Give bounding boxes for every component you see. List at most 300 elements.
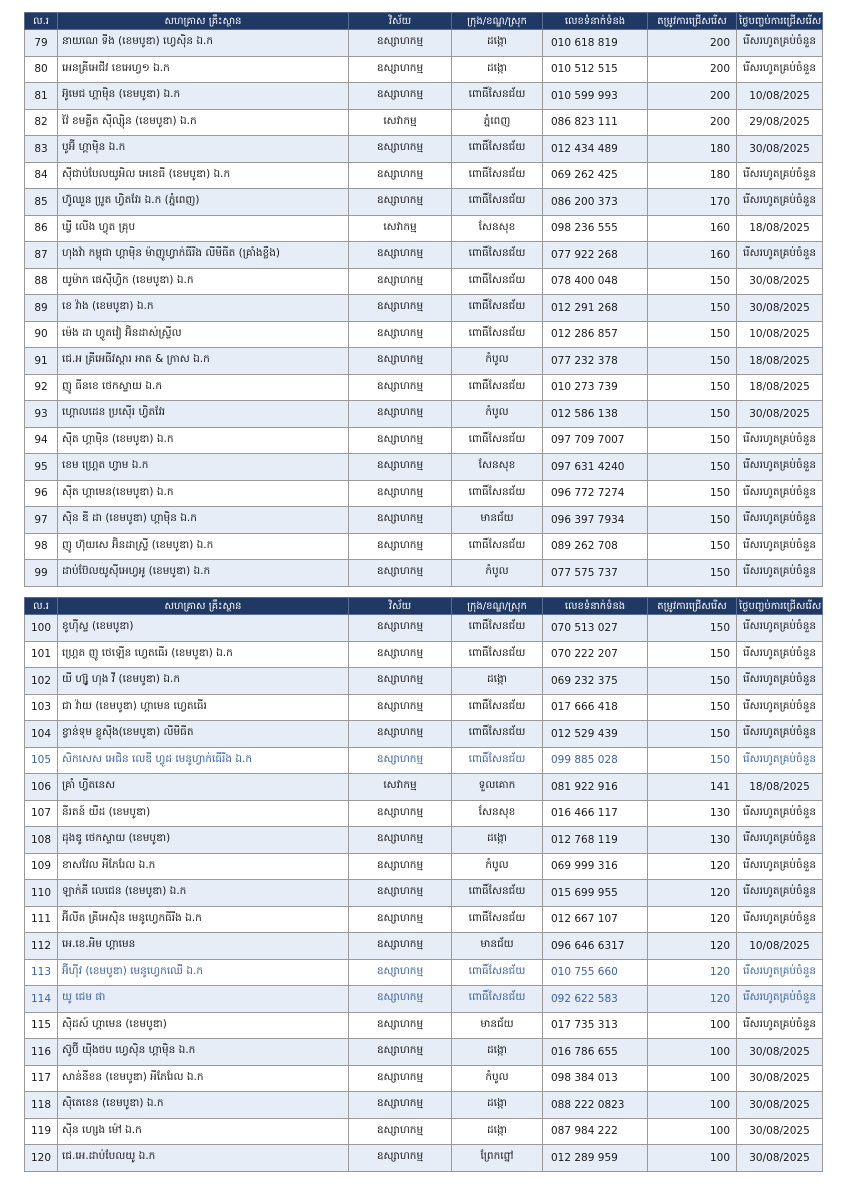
cell-deadline: រើសរហូតគ្រប់ចំនួន [737,853,823,880]
cell-sector: ឧស្សាហកម្ម [349,136,452,163]
cell-sector: ឧស្សាហកម្ម [349,268,452,295]
header-phone: លេខទំនាក់ទំនង [543,598,648,615]
job-table-2 [24,597,823,1172]
cell-sector: ឧស្សាហកម្ម [349,1065,452,1092]
cell-positions: 150 [648,401,737,428]
table-row [25,507,823,534]
cell-positions: 150 [648,454,737,481]
cell-name: ម៉េង ដា ហ្វូតវៀ អ៊ិនដាស់ស្ទ្រីល [58,321,349,348]
cell-city: សែនសុខ [452,215,543,242]
table-row [25,533,823,560]
cell-phone: 012 586 138 [543,401,648,428]
cell-name: ហ៊ូឈួន ប្រូត ហ្វិតវែរ ឯ.ក (ភ្នំពេញ) [58,189,349,216]
cell-phone: 081 922 916 [543,774,648,801]
table-row [25,427,823,454]
cell-positions: 150 [648,560,737,587]
cell-city: មានជ័យ [452,1012,543,1039]
table-row [25,1145,823,1172]
cell-name: អេនគ្រីអេជីវ ខេអេហ្វ១ ឯ.ក [58,56,349,83]
cell-no: 113 [25,959,58,986]
cell-sector: ឧស្សាហកម្ម [349,189,452,216]
cell-positions: 200 [648,109,737,136]
table-body [25,615,823,1172]
cell-city: ពោធិ៍សែនជ័យ [452,641,543,668]
table-row [25,268,823,295]
cell-sector: ឧស្សាហកម្ម [349,242,452,269]
cell-name: យូម៉ាក ផេស៊ីហ្វិក (ខេមបូឌា) ឯ.ក [58,268,349,295]
cell-positions: 120 [648,906,737,933]
header-no: ល.រ [25,13,58,30]
cell-name: នាយណេ ទីង (ខេមបូឌា) ហ្វេស៊ិន ឯ.ក [58,30,349,57]
cell-sector: ឧស្សាហកម្ម [349,560,452,587]
cell-city: ពោធិ៍សែនជ័យ [452,959,543,986]
cell-name: អ៊ីហ៊ីវ (ខេមបូឌា) មេនូហ្វេកឈើ ឯ.ក [58,959,349,986]
cell-sector: ឧស្សាហកម្ម [349,880,452,907]
cell-phone: 015 699 955 [543,880,648,907]
cell-sector: ឧស្សាហកម្ម [349,162,452,189]
cell-positions: 150 [648,694,737,721]
cell-city: ពោធិ៍សែនជ័យ [452,136,543,163]
cell-phone: 017 666 418 [543,694,648,721]
cell-deadline: រើសរហូតគ្រប់ចំនួន [737,533,823,560]
cell-city: ពោធិ៍សែនជ័យ [452,295,543,322]
cell-no: 118 [25,1092,58,1119]
table-row [25,774,823,801]
cell-sector: ឧស្សាហកម្ម [349,374,452,401]
table-row [25,560,823,587]
cell-deadline: រើសរហូតគ្រប់ចំនួន [737,959,823,986]
cell-phone: 012 667 107 [543,906,648,933]
cell-name: ឃ្វី លេីង ហ្វុត គ្រុប [58,215,349,242]
cell-deadline: រើសរហូតគ្រប់ចំនួន [737,668,823,695]
header-positions: តម្រូវការជ្រើសរើស [648,13,737,30]
cell-no: 112 [25,933,58,960]
cell-phone: 016 466 117 [543,800,648,827]
cell-deadline: 30/08/2025 [737,1118,823,1145]
cell-sector: ឧស្សាហកម្ម [349,480,452,507]
cell-no: 82 [25,109,58,136]
cell-city: ពោធិ៍សែនជ័យ [452,747,543,774]
cell-phone: 088 222 0823 [543,1092,648,1119]
table-row [25,242,823,269]
cell-deadline: រើសរហូតគ្រប់ចំនួន [737,162,823,189]
cell-positions: 200 [648,30,737,57]
cell-phone: 097 709 7007 [543,427,648,454]
cell-no: 120 [25,1145,58,1172]
cell-no: 89 [25,295,58,322]
cell-city: ពោធិ៍សែនជ័យ [452,162,543,189]
cell-phone: 092 622 583 [543,986,648,1013]
cell-no: 104 [25,721,58,748]
cell-phone: 077 575 737 [543,560,648,587]
cell-positions: 150 [648,533,737,560]
cell-positions: 100 [648,1118,737,1145]
cell-sector: ឧស្សាហកម្ម [349,721,452,748]
cell-positions: 150 [648,641,737,668]
cell-name: ញូ ធីនខេ ថេកស្ទាយ ឯ.ក [58,374,349,401]
cell-positions: 150 [648,668,737,695]
cell-deadline: រើសរហូតគ្រប់ចំនួន [737,30,823,57]
cell-city: ពោធិ៍សែនជ័យ [452,986,543,1013]
table-row [25,480,823,507]
cell-deadline: រើសរហូតគ្រប់ចំនួន [737,615,823,642]
cell-city: ពោធិ៍សែនជ័យ [452,480,543,507]
cell-phone: 096 397 7934 [543,507,648,534]
cell-deadline: រើសរហូតគ្រប់ចំនួន [737,454,823,481]
cell-deadline: រើសរហូតគ្រប់ចំនួន [737,56,823,83]
cell-name: ជា វ៉ាយ (ខេមបូឌា) ហ្គាមេន ហ្វេតធើរ [58,694,349,721]
cell-sector: ឧស្សាហកម្ម [349,401,452,428]
cell-positions: 150 [648,374,737,401]
cell-name: យូ ជេម ផា [58,986,349,1013]
cell-name: ស៊ិដស៍ ហ្គាមេន (ខេមបូឌា) [58,1012,349,1039]
cell-no: 86 [25,215,58,242]
cell-no: 92 [25,374,58,401]
cell-city: ពោធិ៍សែនជ័យ [452,721,543,748]
cell-no: 81 [25,83,58,110]
cell-sector: ឧស្សាហកម្ម [349,747,452,774]
cell-city: កំបូល [452,853,543,880]
cell-name: ស៊ីន ហ្សេង ម៉ៅ ឯ.ក [58,1118,349,1145]
table-header-row [25,598,823,615]
cell-phone: 016 786 655 [543,1039,648,1066]
cell-deadline: រើសរហូតគ្រប់ចំនួន [737,721,823,748]
cell-phone: 097 631 4240 [543,454,648,481]
cell-phone: 010 618 819 [543,30,648,57]
cell-phone: 087 984 222 [543,1118,648,1145]
cell-sector: ឧស្សាហកម្ម [349,827,452,854]
table-row [25,641,823,668]
cell-name: សាន់នីខន (ខេមបូឌា) អីភែរែល ឯ.ក [58,1065,349,1092]
cell-city: កំបូល [452,401,543,428]
cell-sector: ឧស្សាហកម្ម [349,1118,452,1145]
cell-deadline: 18/08/2025 [737,215,823,242]
cell-no: 109 [25,853,58,880]
cell-name: ជេ.អេ.ដាប់បែលយូ ឯ.ក [58,1145,349,1172]
table-row [25,1012,823,1039]
cell-no: 103 [25,694,58,721]
cell-no: 108 [25,827,58,854]
cell-city: ពោធិ៍សែនជ័យ [452,268,543,295]
cell-phone: 069 262 425 [543,162,648,189]
header-phone: លេខទំនាក់ទំនង [543,13,648,30]
cell-no: 107 [25,800,58,827]
cell-name: ខូហ៊ីស្ទ (ខេមបូឌា) [58,615,349,642]
cell-city: ដង្កោ [452,1092,543,1119]
cell-name: ស៊ីជាប់បែលយូអិល អេខេធី (ខេមបូឌា) ឯ.ក [58,162,349,189]
cell-deadline: 30/08/2025 [737,401,823,428]
table-row [25,401,823,428]
cell-positions: 150 [648,480,737,507]
cell-name: ខេ វ៉ាង (ខេមបូឌា) ឯ.ក [58,295,349,322]
cell-name: ខ្វាន់ទុម ខ្លូស៊ីង(ខេមបូឌា) លីមីធីត [58,721,349,748]
cell-phone: 012 768 119 [543,827,648,854]
cell-no: 99 [25,560,58,587]
header-name: សហគ្រាស គ្រឹះស្ថាន [58,13,349,30]
cell-sector: ឧស្សាហកម្ម [349,507,452,534]
cell-deadline: រើសរហូតគ្រប់ចំនួន [737,560,823,587]
cell-deadline: រើសរហូតគ្រប់ចំនួន [737,242,823,269]
cell-sector: ឧស្សាហកម្ម [349,986,452,1013]
cell-name: យី ហ្ស៊ូ ហុង វី (ខេមបូឌា) ឯ.ក [58,668,349,695]
cell-no: 114 [25,986,58,1013]
cell-positions: 180 [648,136,737,163]
cell-name: ស៊ូប៊ី យ៉ីងថប ហ្វេស៊ិន ហ្គាម៉ិន ឯ.ក [58,1039,349,1066]
cell-deadline: រើសរហូតគ្រប់ចំនួន [737,800,823,827]
cell-name: អ៊ីលីត គ្រីអេស៊ិន មេនូហ្វេកធីរីង ឯ.ក [58,906,349,933]
cell-sector: ឧស្សាហកម្ម [349,906,452,933]
table-row [25,827,823,854]
cell-no: 100 [25,615,58,642]
cell-name: ជេ.អ គ្រីអេធីវស្តារ អាត & ក្រាស ឯ.ក [58,348,349,375]
cell-sector: ឧស្សាហកម្ម [349,1039,452,1066]
cell-positions: 100 [648,1065,737,1092]
cell-deadline: រើសរហូតគ្រប់ចំនួន [737,189,823,216]
cell-no: 79 [25,30,58,57]
cell-positions: 150 [648,747,737,774]
cell-sector: សេវាកម្ម [349,774,452,801]
cell-sector: ឧស្សាហកម្ម [349,853,452,880]
cell-no: 97 [25,507,58,534]
cell-name: នីរតន៍ យឺដ (ខេមបូឌា) [58,800,349,827]
header-city: ក្រុង/ខណ្ឌ/ស្រុក [452,598,543,615]
cell-city: ទួលគោក [452,774,543,801]
cell-city: ពោធិ៍សែនជ័យ [452,880,543,907]
cell-name: វ៉ៃ ខមគ្លីត ស៊ីល្ស៊ិន (ខេមបូឌា) ឯ.ក [58,109,349,136]
cell-name: ហុងវ៉ា កម្ពុជា ហ្គាម៉ិន ម៉ាញូហ្វាក់ធីរីង លីមីធីត (គ្រាំងខ្លឹង) [58,242,349,269]
cell-no: 98 [25,533,58,560]
cell-positions: 120 [648,853,737,880]
cell-name: ស៊ីត ហ្គាម៉ិន (ខេមបូឌា) ឯ.ក [58,427,349,454]
cell-no: 94 [25,427,58,454]
cell-sector: ឧស្សាហកម្ម [349,83,452,110]
cell-no: 115 [25,1012,58,1039]
cell-sector: ឧស្សាហកម្ម [349,30,452,57]
cell-phone: 078 400 048 [543,268,648,295]
cell-sector: ឧស្សាហកម្ម [349,694,452,721]
cell-phone: 012 291 268 [543,295,648,322]
table-row [25,694,823,721]
cell-city: ដង្កោ [452,1118,543,1145]
cell-positions: 150 [648,507,737,534]
cell-name: សិកសេស អេជិន លេឌី ហ្វូដ មេនូហ្វាក់ធើរីង ឯ.ក [58,747,349,774]
cell-deadline: 18/08/2025 [737,374,823,401]
cell-positions: 150 [648,268,737,295]
cell-deadline: រើសរហូតគ្រប់ចំនួន [737,1012,823,1039]
cell-city: ដង្កោ [452,668,543,695]
cell-phone: 098 384 013 [543,1065,648,1092]
header-no: ល.រ [25,598,58,615]
cell-name: ដុងឌូ ថេកស្ទាយ (ខេមបូឌា) [58,827,349,854]
cell-phone: 069 999 316 [543,853,648,880]
cell-positions: 160 [648,242,737,269]
cell-name: អេ.ខេ.អិម ហ្គាមេន [58,933,349,960]
cell-positions: 200 [648,83,737,110]
cell-positions: 100 [648,1092,737,1119]
cell-sector: ឧស្សាហកម្ម [349,1012,452,1039]
cell-positions: 130 [648,800,737,827]
cell-city: ពោធិ៍សែនជ័យ [452,189,543,216]
cell-phone: 017 735 313 [543,1012,648,1039]
cell-phone: 096 646 6317 [543,933,648,960]
cell-positions: 100 [648,1039,737,1066]
table-row [25,30,823,57]
cell-city: សែនសុខ [452,800,543,827]
cell-city: ព្រែកព្នៅ [452,1145,543,1172]
cell-city: ដង្កោ [452,56,543,83]
cell-positions: 100 [648,1145,737,1172]
table-row [25,162,823,189]
cell-name: ស៊ិន ឌី ដា (ខេមបូឌា) ហ្គាម៉ិន ឯ.ក [58,507,349,534]
cell-positions: 120 [648,986,737,1013]
cell-phone: 010 512 515 [543,56,648,83]
cell-positions: 130 [648,827,737,854]
cell-name: ហ្គោលដេន ប្រស៊ើរ ហ្វិតវែរ [58,401,349,428]
cell-sector: សេវាកម្ម [349,215,452,242]
cell-name: ញូ ហ៊ុយសេ អ៊ិនដាស្ទ្រី (ខេមបូឌា) ឯ.ក [58,533,349,560]
cell-deadline: 30/08/2025 [737,1092,823,1119]
cell-name: ដាប់ប៊ែលយូស៊ីអេហ្វអូ (ខេមបូឌា) ឯ.ក [58,560,349,587]
cell-deadline: រើសរហូតគ្រប់ចំនួន [737,480,823,507]
table-row [25,721,823,748]
cell-positions: 150 [648,427,737,454]
cell-no: 85 [25,189,58,216]
table-row [25,880,823,907]
cell-phone: 099 885 028 [543,747,648,774]
table-row [25,348,823,375]
table-row [25,747,823,774]
cell-no: 105 [25,747,58,774]
cell-positions: 100 [648,1012,737,1039]
cell-no: 91 [25,348,58,375]
cell-deadline: រើសរហូតគ្រប់ចំនួន [737,694,823,721]
cell-no: 119 [25,1118,58,1145]
header-positions: តម្រូវការជ្រើសរើស [648,598,737,615]
cell-positions: 200 [648,56,737,83]
cell-phone: 010 599 993 [543,83,648,110]
cell-city: ពោធិ៍សែនជ័យ [452,533,543,560]
cell-positions: 150 [648,321,737,348]
cell-no: 117 [25,1065,58,1092]
cell-deadline: 30/08/2025 [737,1145,823,1172]
cell-deadline: 30/08/2025 [737,295,823,322]
cell-name: ស៊ីត ហ្គាមេន(ខេមបូឌា) ឯ.ក [58,480,349,507]
cell-name: ខាសវែល អីភែរែល ឯ.ក [58,853,349,880]
cell-city: ពោធិ៍សែនជ័យ [452,694,543,721]
cell-sector: ឧស្សាហកម្ម [349,800,452,827]
cell-city: ភ្នំពេញ [452,109,543,136]
cell-phone: 070 222 207 [543,641,648,668]
cell-name: ស៊ិតេខេន (ខេមបូឌា) ឯ.ក [58,1092,349,1119]
cell-phone: 012 434 489 [543,136,648,163]
cell-phone: 089 262 708 [543,533,648,560]
table-row [25,56,823,83]
cell-sector: ឧស្សាហកម្ម [349,615,452,642]
cell-positions: 150 [648,615,737,642]
cell-no: 110 [25,880,58,907]
cell-phone: 012 289 959 [543,1145,648,1172]
cell-phone: 086 823 111 [543,109,648,136]
cell-phone: 010 755 660 [543,959,648,986]
table-row [25,83,823,110]
header-city: ក្រុង/ខណ្ឌ/ស្រុក [452,13,543,30]
cell-no: 95 [25,454,58,481]
cell-no: 96 [25,480,58,507]
table-row [25,986,823,1013]
table-header-row [25,13,823,30]
cell-city: ពោធិ៍សែនជ័យ [452,906,543,933]
header-sector: វិស័យ [349,598,452,615]
cell-no: 101 [25,641,58,668]
cell-phone: 070 513 027 [543,615,648,642]
table-row [25,668,823,695]
table-row [25,136,823,163]
cell-no: 93 [25,401,58,428]
cell-sector: ឧស្សាហកម្ម [349,533,452,560]
cell-deadline: 10/08/2025 [737,321,823,348]
cell-phone: 098 236 555 [543,215,648,242]
table-row [25,959,823,986]
table-row [25,1039,823,1066]
cell-sector: ឧស្សាហកម្ម [349,427,452,454]
cell-name: អ៊ូមេជ ហ្គាម៉ិន (ខេមបូឌា) ឯ.ក [58,83,349,110]
cell-city: កំបូល [452,560,543,587]
cell-deadline: 30/08/2025 [737,1039,823,1066]
cell-sector: ឧស្សាហកម្ម [349,668,452,695]
header-sector: វិស័យ [349,13,452,30]
cell-sector: ឧស្សាហកម្ម [349,1145,452,1172]
header-deadline: ថ្ងៃបញ្ចប់ការជ្រើសរើស [737,598,823,615]
cell-deadline: 10/08/2025 [737,933,823,960]
cell-no: 88 [25,268,58,295]
cell-deadline: 18/08/2025 [737,348,823,375]
cell-name: ហ្គ្រេត ញូ ថេឡើន ហ្វេតធើរ (ខេមបូឌា) ឯ.ក [58,641,349,668]
cell-deadline: រើសរហូតគ្រប់ចំនួន [737,880,823,907]
cell-name: ឡាក់គី លេជេន (ខេមបូឌា) ឯ.ក [58,880,349,907]
header-name: សហគ្រាស គ្រឹះស្ថាន [58,598,349,615]
cell-city: ពោធិ៍សែនជ័យ [452,321,543,348]
cell-no: 102 [25,668,58,695]
table-row [25,1118,823,1145]
table-row [25,109,823,136]
cell-name: បូអ៊ី ហ្គាម៉ិន ឯ.ក [58,136,349,163]
cell-no: 83 [25,136,58,163]
cell-positions: 170 [648,189,737,216]
cell-no: 84 [25,162,58,189]
cell-deadline: 29/08/2025 [737,109,823,136]
cell-phone: 086 200 373 [543,189,648,216]
cell-phone: 012 286 857 [543,321,648,348]
table-row [25,454,823,481]
cell-no: 116 [25,1039,58,1066]
cell-deadline: រើសរហូតគ្រប់ចំនួន [737,906,823,933]
cell-positions: 120 [648,880,737,907]
cell-sector: ឧស្សាហកម្ម [349,454,452,481]
cell-city: ពោធិ៍សែនជ័យ [452,83,543,110]
cell-sector: ឧស្សាហកម្ម [349,959,452,986]
table-row [25,295,823,322]
cell-deadline: រើសរហូតគ្រប់ចំនួន [737,427,823,454]
cell-no: 106 [25,774,58,801]
cell-positions: 150 [648,721,737,748]
cell-sector: ឧស្សាហកម្ម [349,933,452,960]
job-table-1 [24,12,823,587]
table-row [25,615,823,642]
cell-sector: ឧស្សាហកម្ម [349,1092,452,1119]
cell-city: កំបូល [452,1065,543,1092]
cell-sector: សេវាកម្ម [349,109,452,136]
table-row [25,853,823,880]
